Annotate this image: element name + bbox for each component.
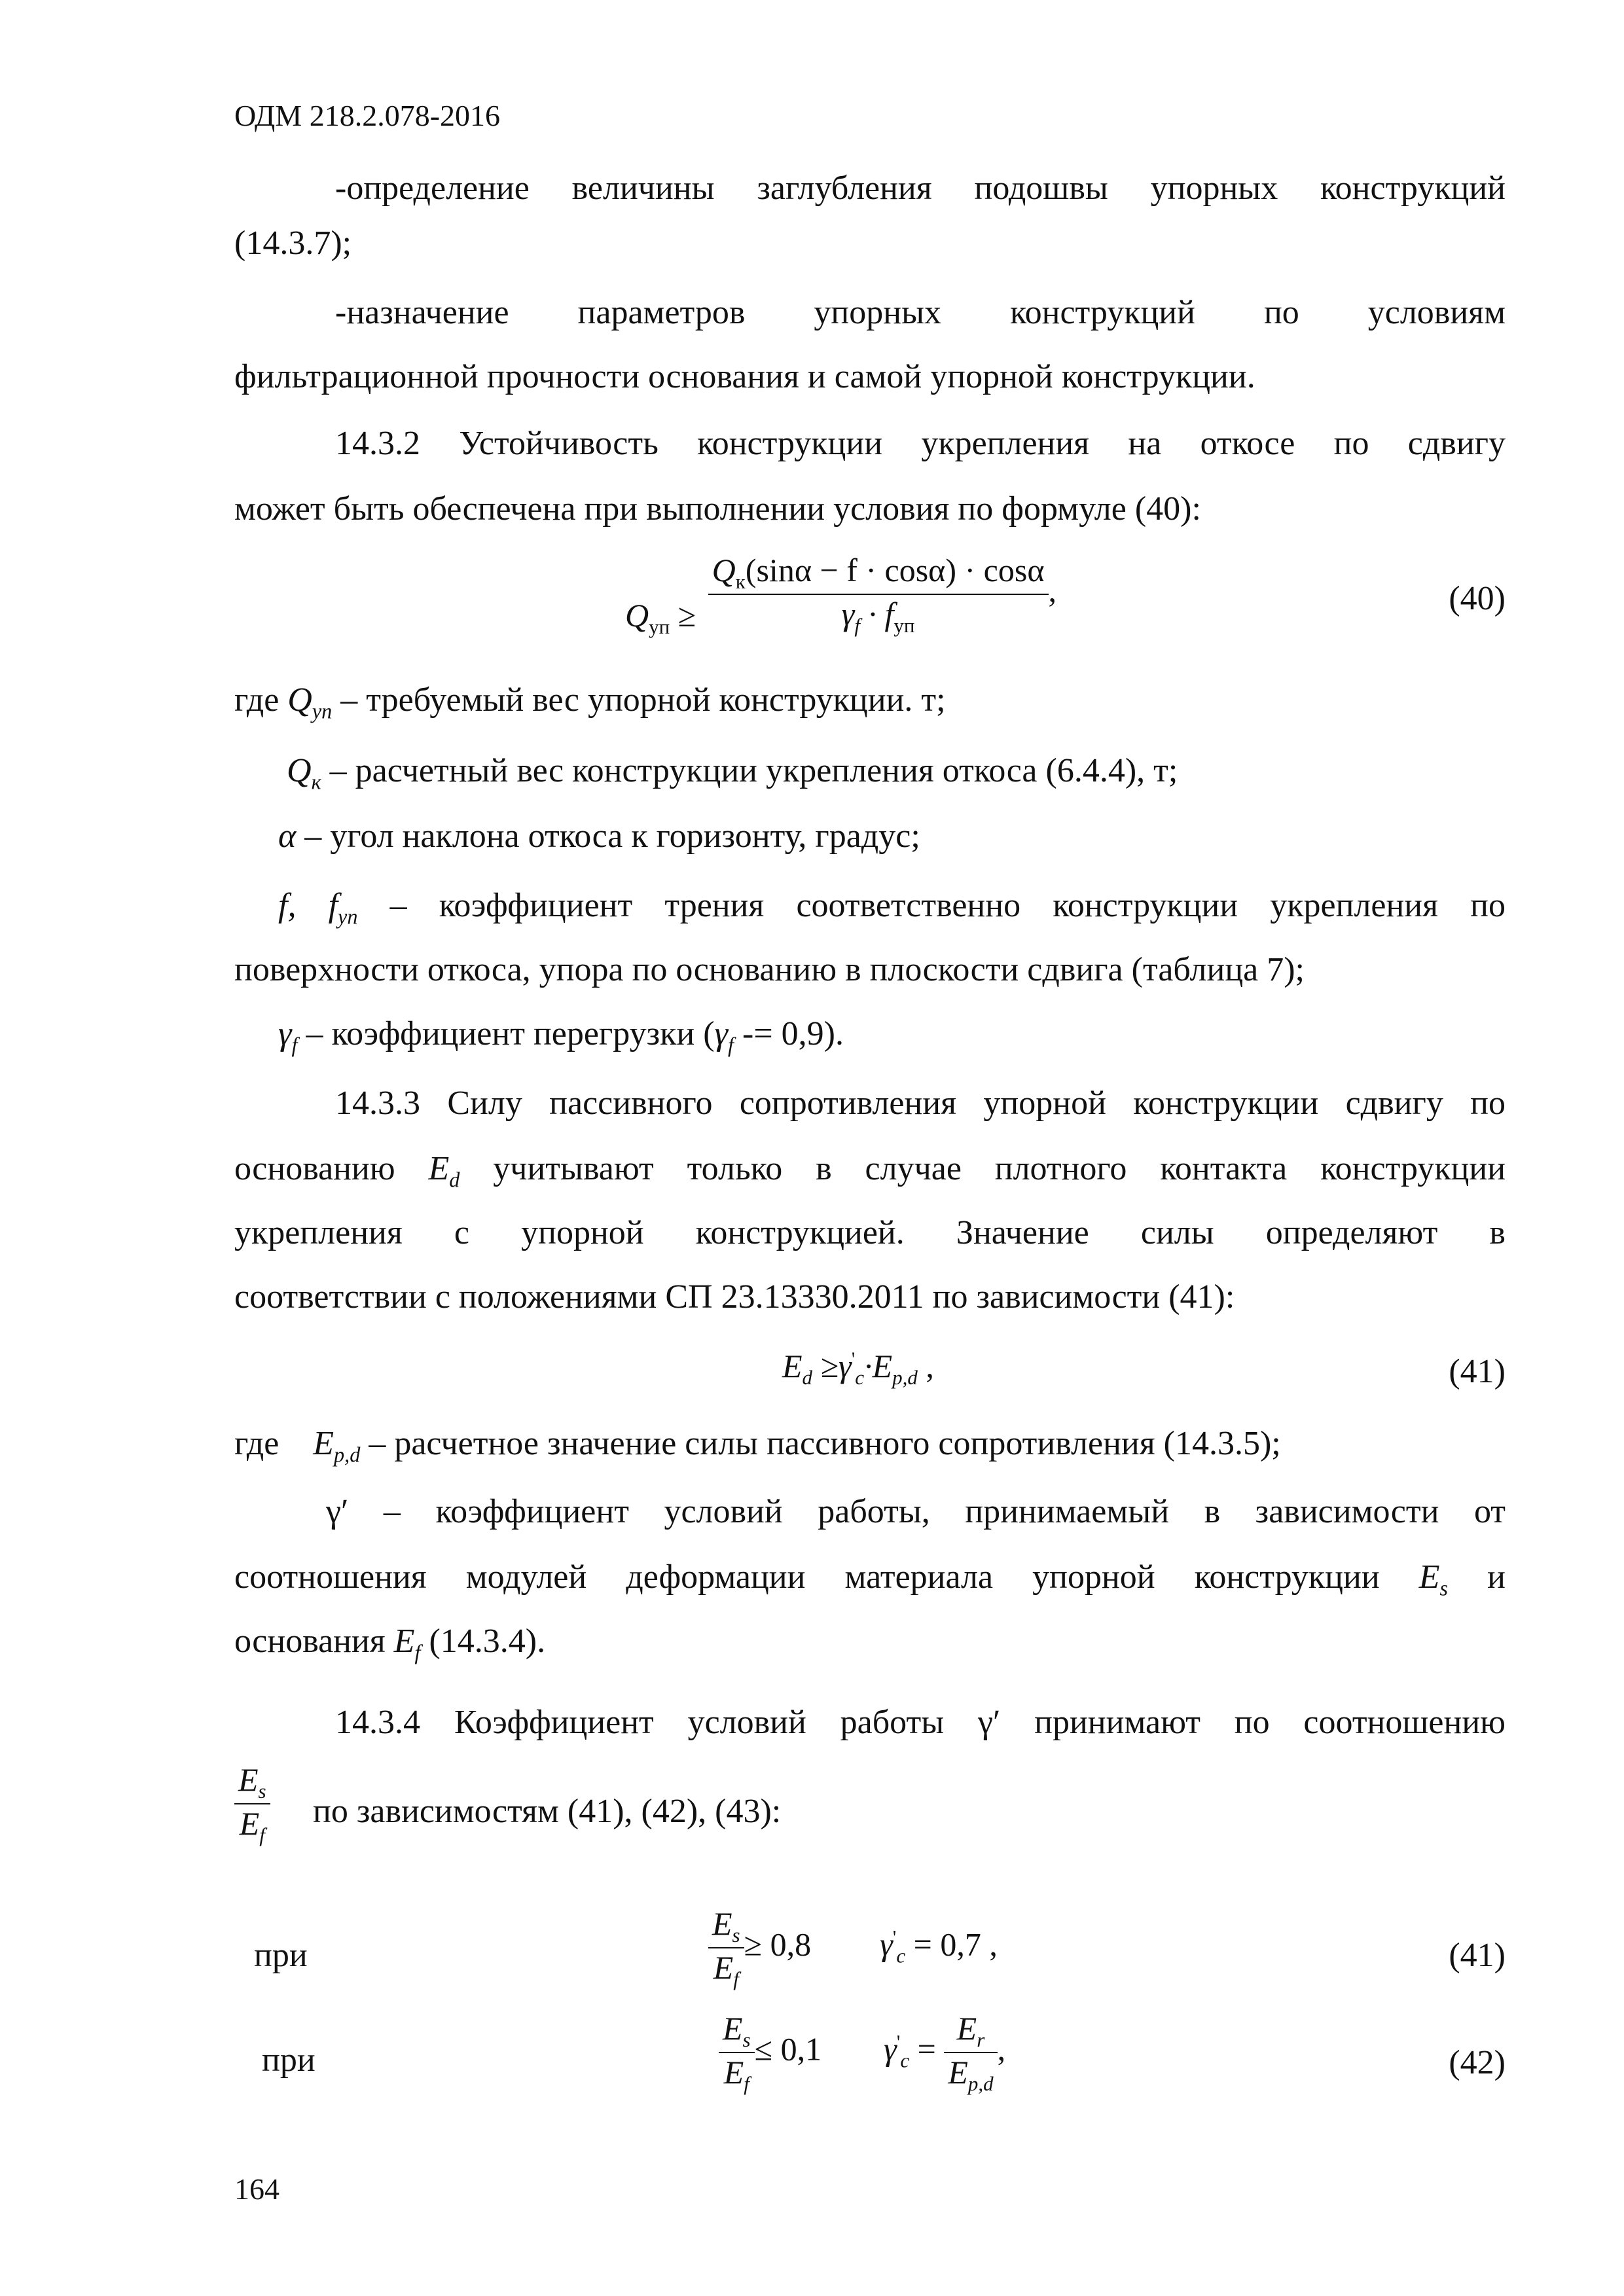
text-line: 14.3.2 Устойчивость конструкции укрепления на откосе по сдвигу — [335, 425, 1506, 462]
text-line: при — [262, 2041, 316, 2079]
page-number: 164 — [234, 2172, 280, 2206]
text-line: фильтрационной прочности основания и самой упорной конструкции. — [234, 358, 1255, 395]
text-line: может быть обеспечена при выполнении условия по формуле (40): — [234, 490, 1201, 528]
text-line: при — [254, 1937, 308, 1974]
text-line: -определение величины заглубления подошвы упорных конструкций — [335, 170, 1506, 207]
equation-41: $E_d \ge\gamma'_c\cdot E_{p,d}$ , — [782, 1347, 934, 1389]
equation-40: $Q_{уп}$ ≥ $\frac{Q_к(\sin\alpha - f \cdot \cos\alpha) \cdot \cos\alpha}{\gamma_f \cdot f_{уп}}$ , — [625, 552, 1057, 639]
text-line: 14.3.3 Силу пассивного сопротивления упорной конструкции сдвигу по — [335, 1085, 1506, 1122]
text-line: соотношения модулей деформации материала упорной конструкции $E_s$ и — [234, 1558, 1506, 1600]
text-line: по зависимостям (41), (42), (43): — [313, 1793, 782, 1830]
text-line: где $E_{p,d}$ – расчетное значение силы пассивного сопротивления (14.3.5); — [234, 1425, 1281, 1467]
text-line: поверхности откоса, упора по основанию в плоскости сдвига (таблица 7); — [234, 951, 1305, 988]
text-line: $\gamma_f$ – коэффициент перегрузки $(\gamma_f -= 0,9)$. — [278, 1015, 844, 1057]
document-header: ОДМ 218.2.078-2016 — [234, 99, 501, 132]
text-line: 14.3.4 Коэффициент условий работы γ′ принимают по соотношению — [335, 1704, 1506, 1741]
text-line: (14.3.7); — [234, 224, 352, 262]
equation-number: (40) — [1449, 580, 1506, 617]
text-line: где $Q_{уп}$ – требуемый вес упорной конструкции. т; — [234, 681, 946, 723]
text-line: f, $f_{уп}$ – коэффициент трения соответственно конструкции укрепления по — [278, 887, 1506, 929]
text-line: γ′ – коэффициент условий работы, принимаемый в зависимости от — [326, 1493, 1506, 1530]
text-line: -назначение параметров упорных конструкций по условиям — [335, 294, 1506, 331]
text-line: укрепления с упорной конструкцией. Значение силы определяют в — [234, 1214, 1506, 1251]
equation-number: (41) — [1449, 1937, 1506, 1974]
text-line: α – угол наклона откоса к горизонту, градус; — [278, 817, 920, 855]
text-line: основания $E_f$ (14.3.4). — [234, 1623, 546, 1664]
ratio-expression: $\frac{E_s}{E_f}$ — [234, 1761, 270, 1847]
equation-number: (42) — [1449, 2044, 1506, 2081]
text-line: основанию $E_d$ учитывают только в случае плотного контакта конструкции — [234, 1150, 1506, 1192]
text-line: $Q_к$ – расчетный вес конструкции укрепления откоса (6.4.4), т; — [287, 752, 1178, 794]
text-line: соответствии с положениями СП 23.13330.2011 по зависимости (41): — [234, 1278, 1235, 1316]
equation-number: (41) — [1449, 1353, 1506, 1390]
equation-41-condition: $\frac{E_s}{E_f}$ ≥ 0,8 $\gamma'_c = 0,7$ , — [708, 1905, 998, 1991]
equation-42: $\frac{E_s}{E_f}$ ≤ 0,1 $\gamma'_c$ = $\frac{E_r}{E_{p,d}}$ , — [719, 2009, 1005, 2096]
